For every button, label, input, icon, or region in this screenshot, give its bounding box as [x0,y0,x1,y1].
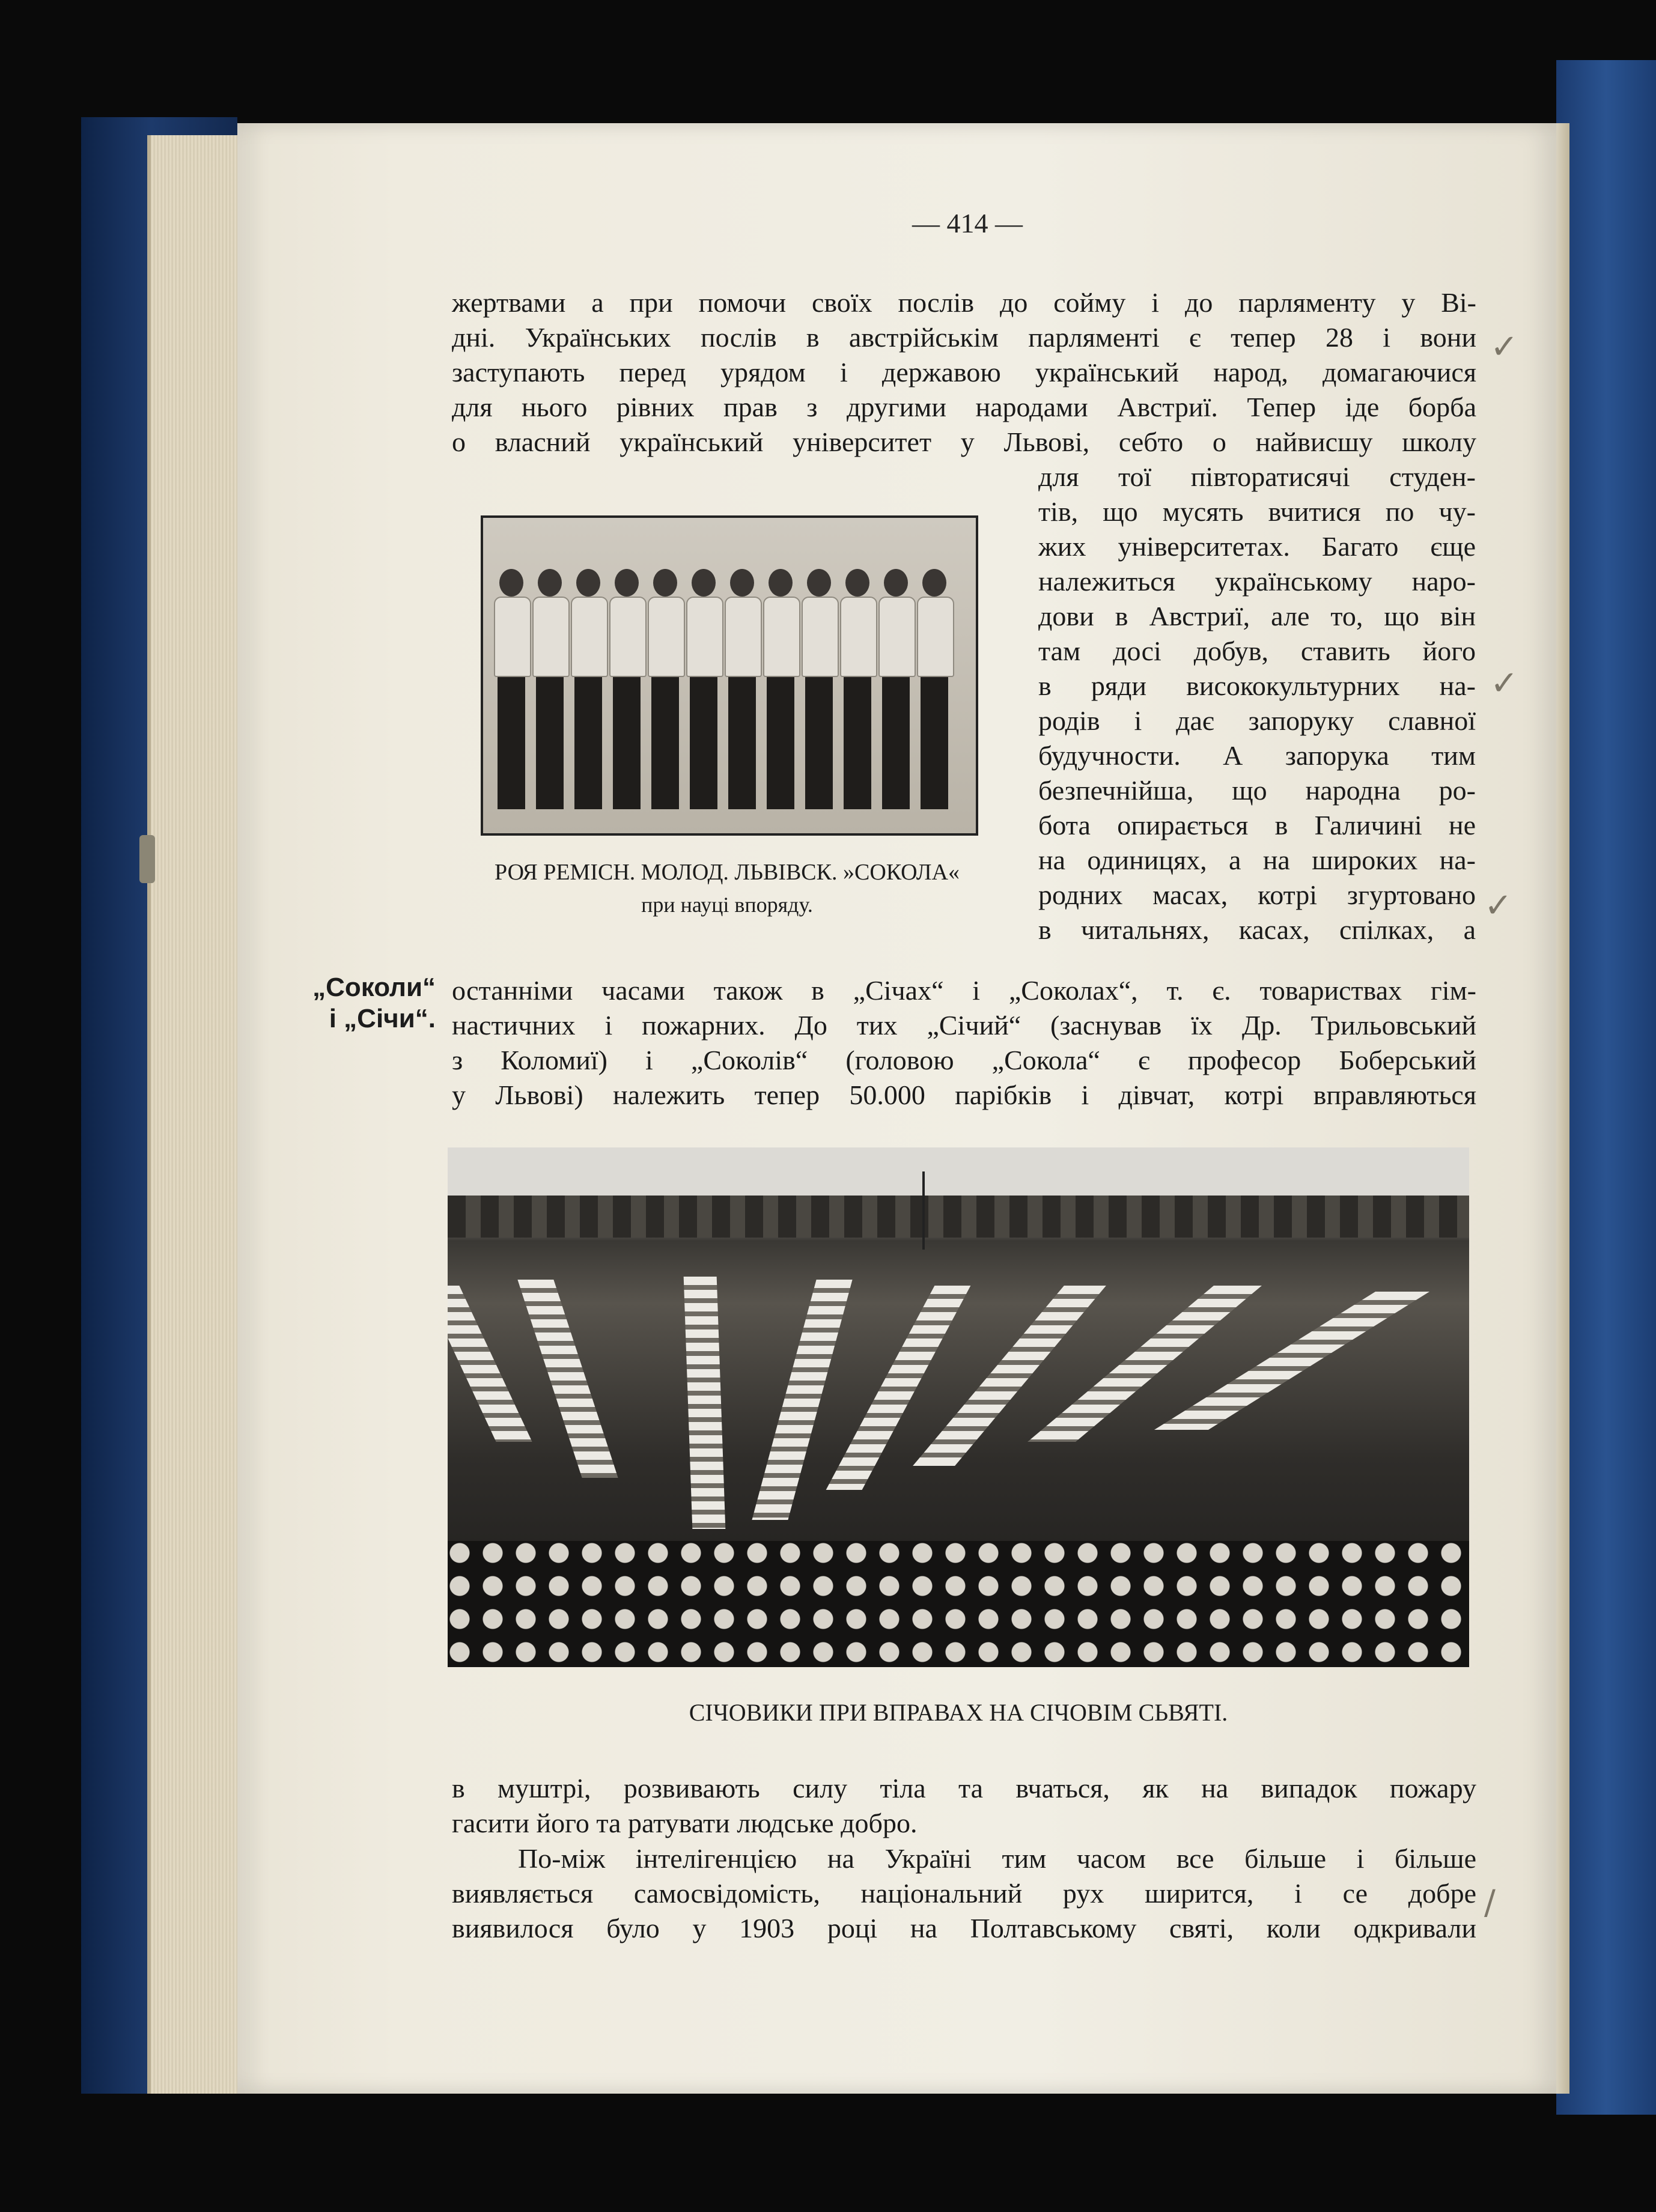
margin-note-line: „Соколи“ [312,973,436,1002]
figure-2-caption: СІЧОВИКИ ПРИ ВПРАВАХ НА СІЧОВІМ СЬВЯТІ. [689,1699,1228,1726]
text-line: заступають перед урядом і державою український народ, домагаючися [452,357,1476,387]
pencil-check-mark: ✓ [1484,886,1512,925]
pencil-check-mark: / [1484,1883,1496,1922]
figure-1-caption-line-2: при науці впоряду. [641,893,813,917]
text-line: жертвами а при помочи своїх послів до сойму і до парляменту у Ві- [452,287,1476,318]
page-right-edge [1556,123,1569,2094]
photo-sich-exercises [448,1147,1469,1667]
book-clasp [139,835,155,883]
text-line: у Львові) належить тепер 50.000 парібків і дівчат, котрі вправляються [452,1080,1476,1110]
paragraph-1-right-column [1038,460,1476,947]
book-cover-right [1556,60,1656,2115]
text-line: в читальнях, касах, спілках, а [1038,914,1476,945]
text-line: гасити його та ратувати людське добро. [452,1808,918,1838]
text-line: настичних і пожарних. До тих „Січий“ (заснував їх Др. Трильовський [452,1010,1476,1041]
text-line: виявилося було у 1903 році на Полтавському святі, коли одкривали [452,1913,1476,1943]
figure-1-caption-line-1: РОЯ РЕМІСН. МОЛОД. ЛЬВІВСК. »СОКОЛА« [495,860,960,885]
text-line: тів, що мусять вчитися по чу- [1038,496,1476,527]
text-line: бота опирається в Галичині не [1038,810,1476,840]
text-line: для нього рівних прав з другими народами Австриї. Тепер іде борба [452,392,1476,422]
text-line: родів і дає запоруку славної [1038,705,1476,736]
text-line: дови в Австриї, але то, що він [1038,601,1476,631]
margin-note-line: і „Січи“. [329,1004,436,1033]
text-line: останніми часами також в „Січах“ і „Соколах“, т. є. товариствах гім- [452,975,1476,1006]
paragraph-1 [452,285,1476,460]
text-line: безпечнійша, що народна ро- [1038,775,1476,806]
text-line: будучности. А запорука тим [1038,740,1476,771]
paragraph-2 [452,973,1476,1113]
page-number: — 414 — [912,208,1023,239]
text-line: на одиницях, а на широких на- [1038,845,1476,875]
text-line: в ряди висококультурних на- [1038,670,1476,701]
text-line: для тої півторатисячі студен- [1038,461,1476,492]
text-line: жих університетах. Багато єще [1038,531,1476,562]
text-line: в муштрі, розвивають силу тіла та вчаться, як на випадок пожару [452,1773,1476,1803]
text-line: родних масах, котрі згуртовано [1038,880,1476,910]
photo-sokol-group [481,515,978,836]
text-line: належиться українському наро- [1038,566,1476,597]
text-line: о власний український університет у Львові, себто о найвисшу школу [452,427,1476,457]
text-line: там досі добув, ставить його [1038,636,1476,666]
text-line: виявляється самосвідомість, національний рух ширится, і се добре [452,1878,1476,1909]
margin-note [309,972,436,1035]
text-line: дні. Українських послів в австрійськім парляменті є тепер 28 і вони [452,322,1476,353]
text-line: з Коломиї) і „Соколів“ (головою „Сокола“ є професор Боберський [452,1045,1476,1075]
paragraph-3 [452,1771,1476,1841]
paragraph-4 [452,1841,1476,1946]
pencil-check-mark: ✓ [1490,327,1518,366]
text-line: По-між інтелігенцією на Україні тим часом все більше і більше [518,1843,1476,1874]
pencil-check-mark: ✓ [1490,664,1518,703]
